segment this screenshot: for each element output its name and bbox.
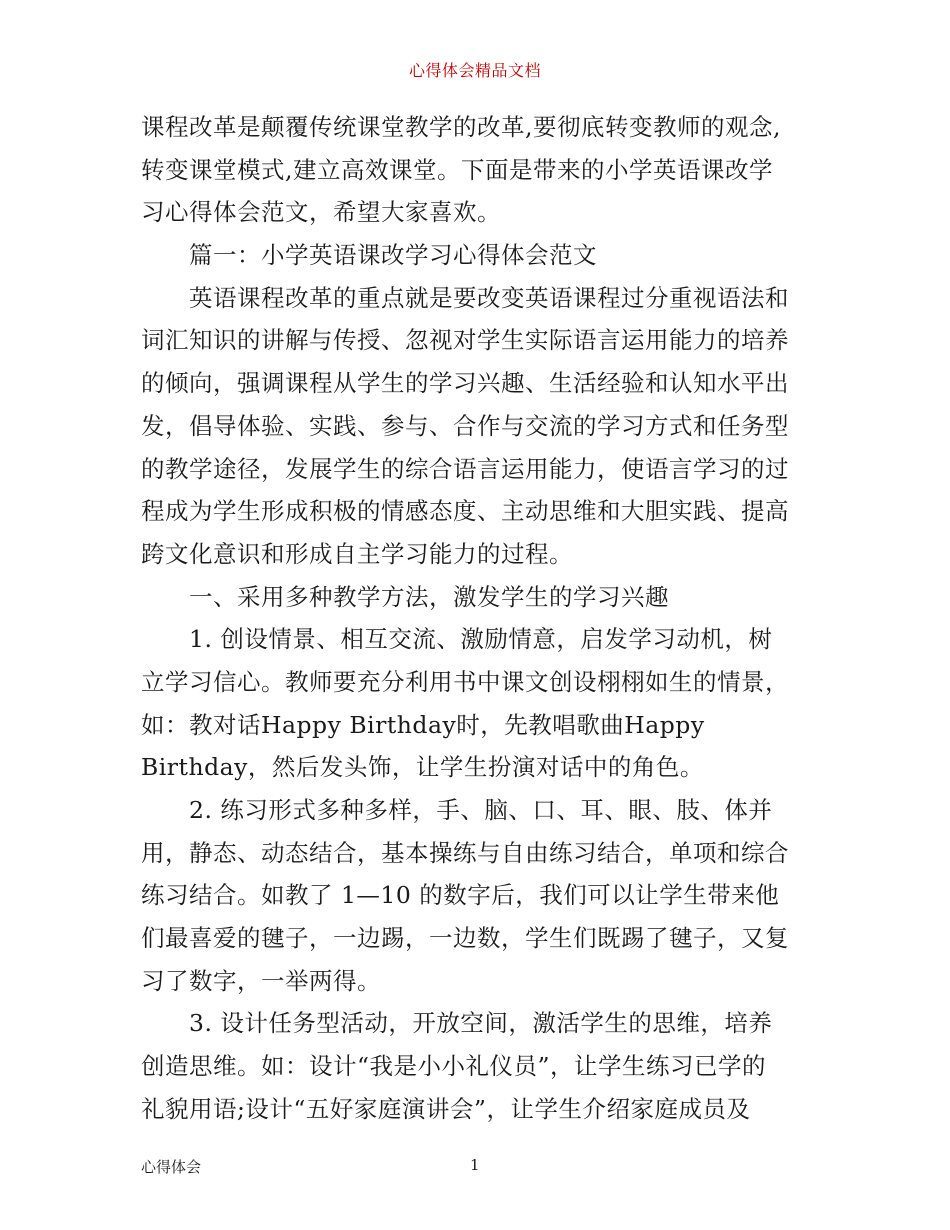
text-line: 的教学途径，发展学生的综合语言运用能力，使语言学习的过: [141, 454, 789, 483]
section-heading: 篇一：小学英语课改学习心得体会范文: [189, 241, 597, 270]
text-line: 立学习信心。教师要充分利用书中课文创设栩栩如生的情景，: [141, 667, 789, 696]
text-line: 程成为学生形成积极的情感态度、主动思维和大胆实践、提高: [141, 497, 789, 526]
text-line: 如：教对话Happy Birthday时，先教唱歌曲Happy: [141, 710, 705, 739]
text-line: 3. 设计任务型活动，开放空间，激活学生的思维，培养: [189, 1009, 773, 1038]
text-line: 们最喜爱的毽子，一边踢，一边数，学生们既踢了毽子，又复: [141, 924, 789, 953]
text-line: 转变课堂模式,建立高效课堂。下面是带来的小学英语课改学: [141, 155, 773, 184]
text-line: 练习结合。如教了 1—10 的数字后，我们可以让学生带来他: [141, 881, 780, 910]
text-line: 发，倡导体验、实践、参与、合作与交流的学习方式和任务型: [141, 411, 789, 440]
document-header-title: 心得体会精品文档: [408, 61, 541, 80]
subsection-heading: 一、采用多种教学方法，激发学生的学习兴趣: [189, 582, 669, 611]
text-line: 英语课程改革的重点就是要改变英语课程过分重视语法和: [189, 283, 789, 312]
text-line: Birthday，然后发头饰，让学生扮演对话中的角色。: [141, 753, 704, 782]
text-line: 词汇知识的讲解与传授、忽视对学生实际语言运用能力的培养: [141, 326, 789, 355]
text-line: 用，静态、动态结合，基本操练与自由练习结合，单项和综合: [141, 838, 789, 867]
text-line: 跨文化意识和形成自主学习能力的过程。: [141, 539, 573, 568]
text-line: 课程改革是颠覆传统课堂教学的改革,要彻底转变教师的观念,: [141, 113, 781, 141]
text-line: 的倾向，强调课程从学生的学习兴趣、生活经验和认知水平出: [141, 369, 789, 398]
text-line: 礼貌用语;设计“五好家庭演讲会”，让学生介绍家庭成员及: [141, 1094, 751, 1123]
text-line: 创造思维。如：设计“我是小小礼仪员”，让学生练习已学的: [141, 1052, 767, 1081]
page-number: 1: [470, 1156, 480, 1174]
document-body: [141, 106, 813, 1131]
footer-label: 心得体会: [141, 1158, 202, 1176]
text-line: 2. 练习形式多种多样，手、脑、口、耳、眼、肢、体并: [189, 796, 773, 824]
text-line: 习心得体会范文，希望大家喜欢。: [141, 198, 501, 227]
text-line: 习了数字，一举两得。: [141, 966, 381, 995]
text-line: 1. 创设情景、相互交流、激励情意，启发学习动机，树: [189, 625, 773, 654]
